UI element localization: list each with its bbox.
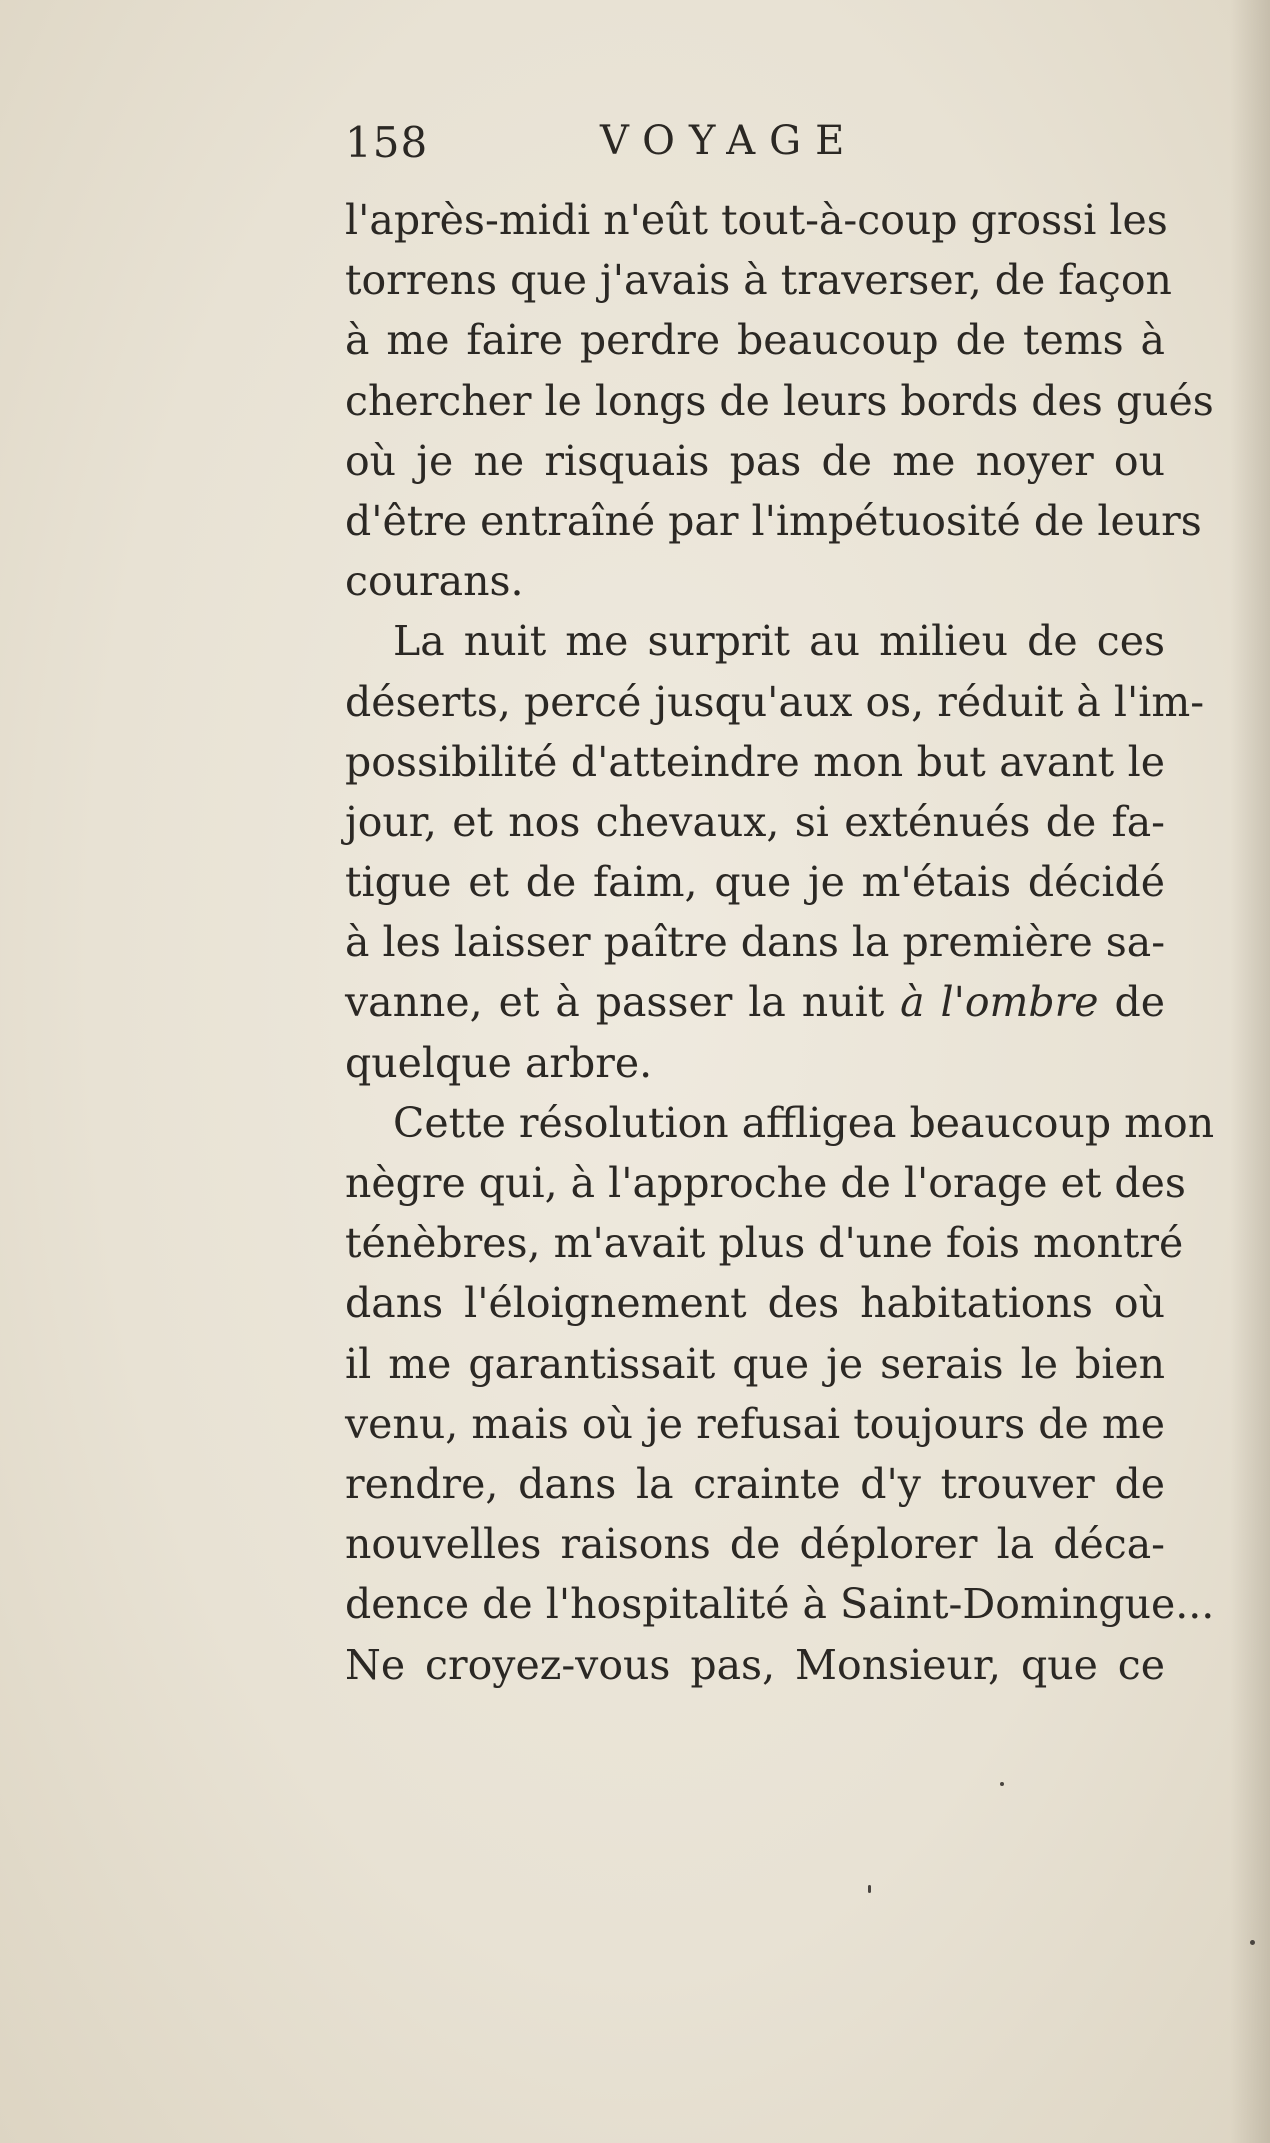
text-segment: vanne, et à passer la nuit bbox=[345, 978, 885, 1027]
paper-speck bbox=[868, 1885, 871, 1893]
paragraph-first-line: La nuit me surprit au milieu de ces bbox=[393, 617, 1165, 666]
page-header bbox=[0, 118, 1270, 178]
paper-speck bbox=[1000, 1782, 1004, 1786]
text-line: Ne croyez-vous pas, Monsieur, que ce bbox=[345, 1640, 1165, 1689]
running-title: VOYAGE bbox=[600, 118, 859, 164]
page-number: 158 bbox=[345, 118, 429, 167]
text-line: jour, et nos chevaux, si exténués de fa- bbox=[345, 797, 1165, 846]
italic-phrase: à l'ombre bbox=[900, 978, 1099, 1027]
text-line: où je ne risquais pas de me noyer ou bbox=[345, 436, 1165, 485]
text-segment: de bbox=[1098, 978, 1165, 1027]
text-line: il me garantissait que je serais le bien bbox=[345, 1339, 1165, 1388]
text-line: ténèbres, m'avait plus d'une fois montré bbox=[345, 1219, 1184, 1268]
paragraph-first-line: Cette résolution affligea beaucoup mon bbox=[393, 1098, 1215, 1147]
text-line: torrens que j'avais à traverser, de façon bbox=[345, 256, 1172, 305]
body-text bbox=[345, 190, 1215, 1695]
text-line-with-italic bbox=[345, 972, 1165, 1032]
text-line: à me faire perdre beaucoup de tems à bbox=[345, 316, 1165, 365]
text-line: déserts, percé jusqu'aux os, réduit à l'im- bbox=[345, 677, 1205, 726]
paper-speck bbox=[1250, 1940, 1255, 1945]
text-line: nouvelles raisons de déplorer la déca- bbox=[345, 1520, 1165, 1569]
text-line: dence de l'hospitalité à Saint-Domingue... bbox=[345, 1580, 1215, 1629]
text-line: d'être entraîné par l'impétuosité de leurs bbox=[345, 496, 1202, 545]
text-line: quelque arbre. bbox=[345, 1038, 653, 1087]
text-line: venu, mais où je refusai toujours de me bbox=[345, 1399, 1165, 1448]
page-edge-shadow bbox=[1230, 0, 1270, 2143]
text-line: chercher le longs de leurs bords des gués bbox=[345, 376, 1214, 425]
text-line: tigue et de faim, que je m'étais décidé bbox=[345, 858, 1165, 907]
text-line: à les laisser paître dans la première sa- bbox=[345, 918, 1166, 967]
text-line: l'après-midi n'eût tout-à-coup grossi les bbox=[345, 196, 1168, 244]
text-line: nègre qui, à l'approche de l'orage et des bbox=[345, 1159, 1186, 1207]
text-line: dans l'éloignement des habitations où bbox=[345, 1279, 1165, 1328]
text-line: courans. bbox=[345, 557, 524, 606]
text-line: rendre, dans la crainte d'y trouver de bbox=[345, 1459, 1165, 1508]
text-line: possibilité d'atteindre mon but avant le bbox=[345, 737, 1165, 786]
